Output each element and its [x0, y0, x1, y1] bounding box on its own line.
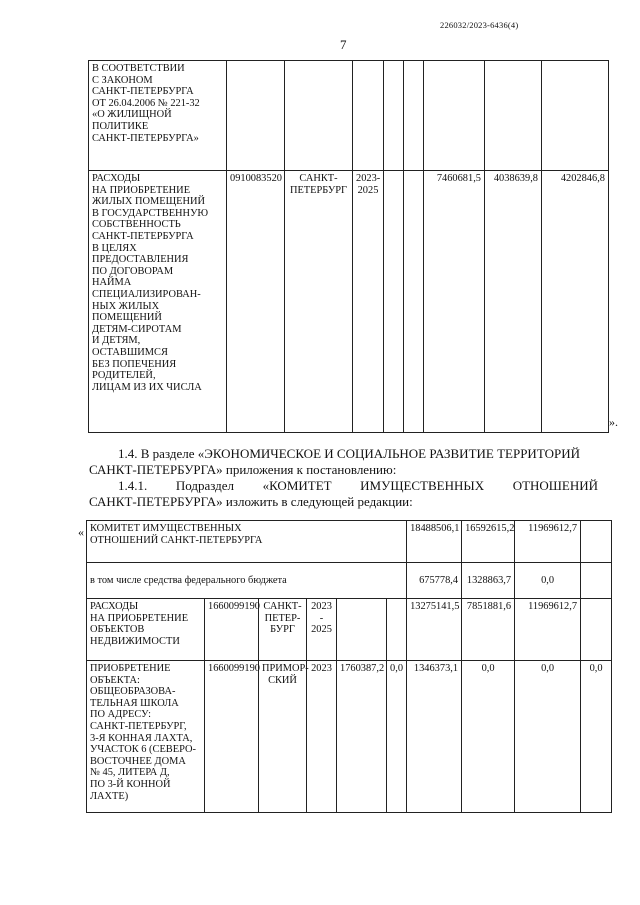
paragraph-1-4-cont: САНКТ-ПЕТЕРБУРГА» приложения к постановлению:	[89, 462, 397, 477]
value-cell: 11969612,7	[515, 521, 581, 563]
empty-cell	[404, 171, 424, 433]
region-cell: САНКТ- ПЕТЕР- БУРГ	[259, 599, 307, 661]
p2-word: «КОМИТЕТ	[262, 478, 332, 493]
code-cell: 1660099190	[205, 661, 259, 813]
opening-quote: «	[78, 525, 84, 539]
row-name: ПРИОБРЕТЕНИЕ ОБЪЕКТА: ОБЩЕОБРАЗОВА- ТЕЛЬНАЯ ШКОЛА ПО АДРЕСУ: САНКТ-ПЕТЕРБУРГ, 3-Я КОННАЯ ЛАХТА, УЧАСТОК 6 (СЕВЕРО- ВОСТОЧНЕЕ ДОМА № 45, ЛИТЕРА Д, ПО 3-Й КОННОЙ ЛАХТЕ)	[87, 661, 205, 813]
value-cell: 0,0	[581, 661, 612, 813]
years-cell	[353, 61, 384, 171]
empty-cell	[404, 61, 424, 171]
paragraph-1-4-1-cont: САНКТ-ПЕТЕРБУРГА» изложить в следующей редакции:	[89, 494, 413, 509]
empty-cell	[337, 599, 387, 661]
p2-lead: 1.4.1. Подраздел	[118, 478, 234, 493]
committee-table	[86, 520, 612, 813]
value-cell: 11969612,7	[515, 599, 581, 661]
region-cell: ПРИМОР- СКИЙ	[259, 661, 307, 813]
row-name: В СООТВЕТСТВИИ С ЗАКОНОМ САНКТ-ПЕТЕРБУРГА ОТ 26.04.2006 № 221-32 «О ЖИЛИЩНОЙ ПОЛИТИКЕ САНКТ-ПЕТЕРБУРГА»	[89, 61, 227, 171]
value-cell: 16592615,2	[462, 521, 515, 563]
code-cell: 1660099190	[205, 599, 259, 661]
committee-name: КОМИТЕТ ИМУЩЕСТВЕННЫХ ОТНОШЕНИЙ САНКТ-ПЕТЕРБУРГА	[87, 521, 407, 563]
value-cell	[485, 61, 542, 171]
years-cell: 2023 - 2025	[307, 599, 337, 661]
value-cell: 4202846,8	[542, 171, 609, 433]
code-cell	[227, 61, 285, 171]
value-cell: 18488506,1	[407, 521, 462, 563]
value-cell: 0,0	[515, 563, 581, 599]
value-cell: 0,0	[515, 661, 581, 813]
table-row	[87, 599, 612, 661]
paragraph-1-4: 1.4. В разделе «ЭКОНОМИЧЕСКОЕ И СОЦИАЛЬНОЕ РАЗВИТИЕ ТЕРРИТОРИЙ	[118, 446, 580, 461]
empty-cell	[387, 599, 407, 661]
page-number: 7	[340, 37, 347, 52]
value-cell: 7851881,6	[462, 599, 515, 661]
closing-quote: ».	[609, 415, 618, 429]
budget-table-continuation	[88, 60, 609, 433]
empty-cell	[384, 171, 404, 433]
table-row	[89, 171, 609, 433]
value-cell	[542, 61, 609, 171]
table-row	[89, 61, 609, 171]
row-name: РАСХОДЫ НА ПРИОБРЕТЕНИЕ ОБЪЕКТОВ НЕДВИЖИМОСТИ	[87, 599, 205, 661]
value-cell	[424, 61, 485, 171]
empty-cell	[581, 563, 612, 599]
p2-word: ОТНОШЕНИЙ	[512, 478, 599, 493]
value-cell: 0,0	[462, 661, 515, 813]
federal-label: в том числе средства федерального бюджета	[87, 563, 407, 599]
document-number: 226032/2023-6436(4)	[440, 20, 519, 30]
table-row	[87, 563, 612, 599]
empty-cell	[581, 521, 612, 563]
paragraph-1-4-1	[118, 478, 598, 494]
value-cell: 7460681,5	[424, 171, 485, 433]
table-row	[87, 661, 612, 813]
value-cell: 0,0	[387, 661, 407, 813]
years-cell: 2023- 2025	[353, 171, 384, 433]
row-name: РАСХОДЫ НА ПРИОБРЕТЕНИЕ ЖИЛЫХ ПОМЕЩЕНИЙ В ГОСУДАРСТВЕННУЮ СОБСТВЕННОСТЬ САНКТ-ПЕТЕРБУРГА В ЦЕЛЯХ ПРЕДОСТАВЛЕНИЯ ПО ДОГОВОРАМ НАЙМА СПЕЦИАЛИЗИРОВАН- НЫХ ЖИЛЫХ ПОМЕЩЕНИЙ ДЕТЯМ-СИРОТАМ И ДЕТЯМ, ОСТАВШИМСЯ БЕЗ ПОПЕЧЕНИЯ РОДИТЕЛЕЙ, ЛИЦАМ ИЗ ИХ ЧИСЛА	[89, 171, 227, 433]
value-cell: 1760387,2	[337, 661, 387, 813]
region-cell	[285, 61, 353, 171]
code-cell: 0910083520	[227, 171, 285, 433]
value-cell: 13275141,5	[407, 599, 462, 661]
empty-cell	[384, 61, 404, 171]
table-row	[87, 521, 612, 563]
region-cell: САНКТ- ПЕТЕРБУРГ	[285, 171, 353, 433]
value-cell: 4038639,8	[485, 171, 542, 433]
p2-word: ИМУЩЕСТВЕННЫХ	[360, 478, 485, 493]
value-cell: 1346373,1	[407, 661, 462, 813]
value-cell: 1328863,7	[462, 563, 515, 599]
empty-cell	[581, 599, 612, 661]
value-cell: 675778,4	[407, 563, 462, 599]
years-cell: 2023	[307, 661, 337, 813]
